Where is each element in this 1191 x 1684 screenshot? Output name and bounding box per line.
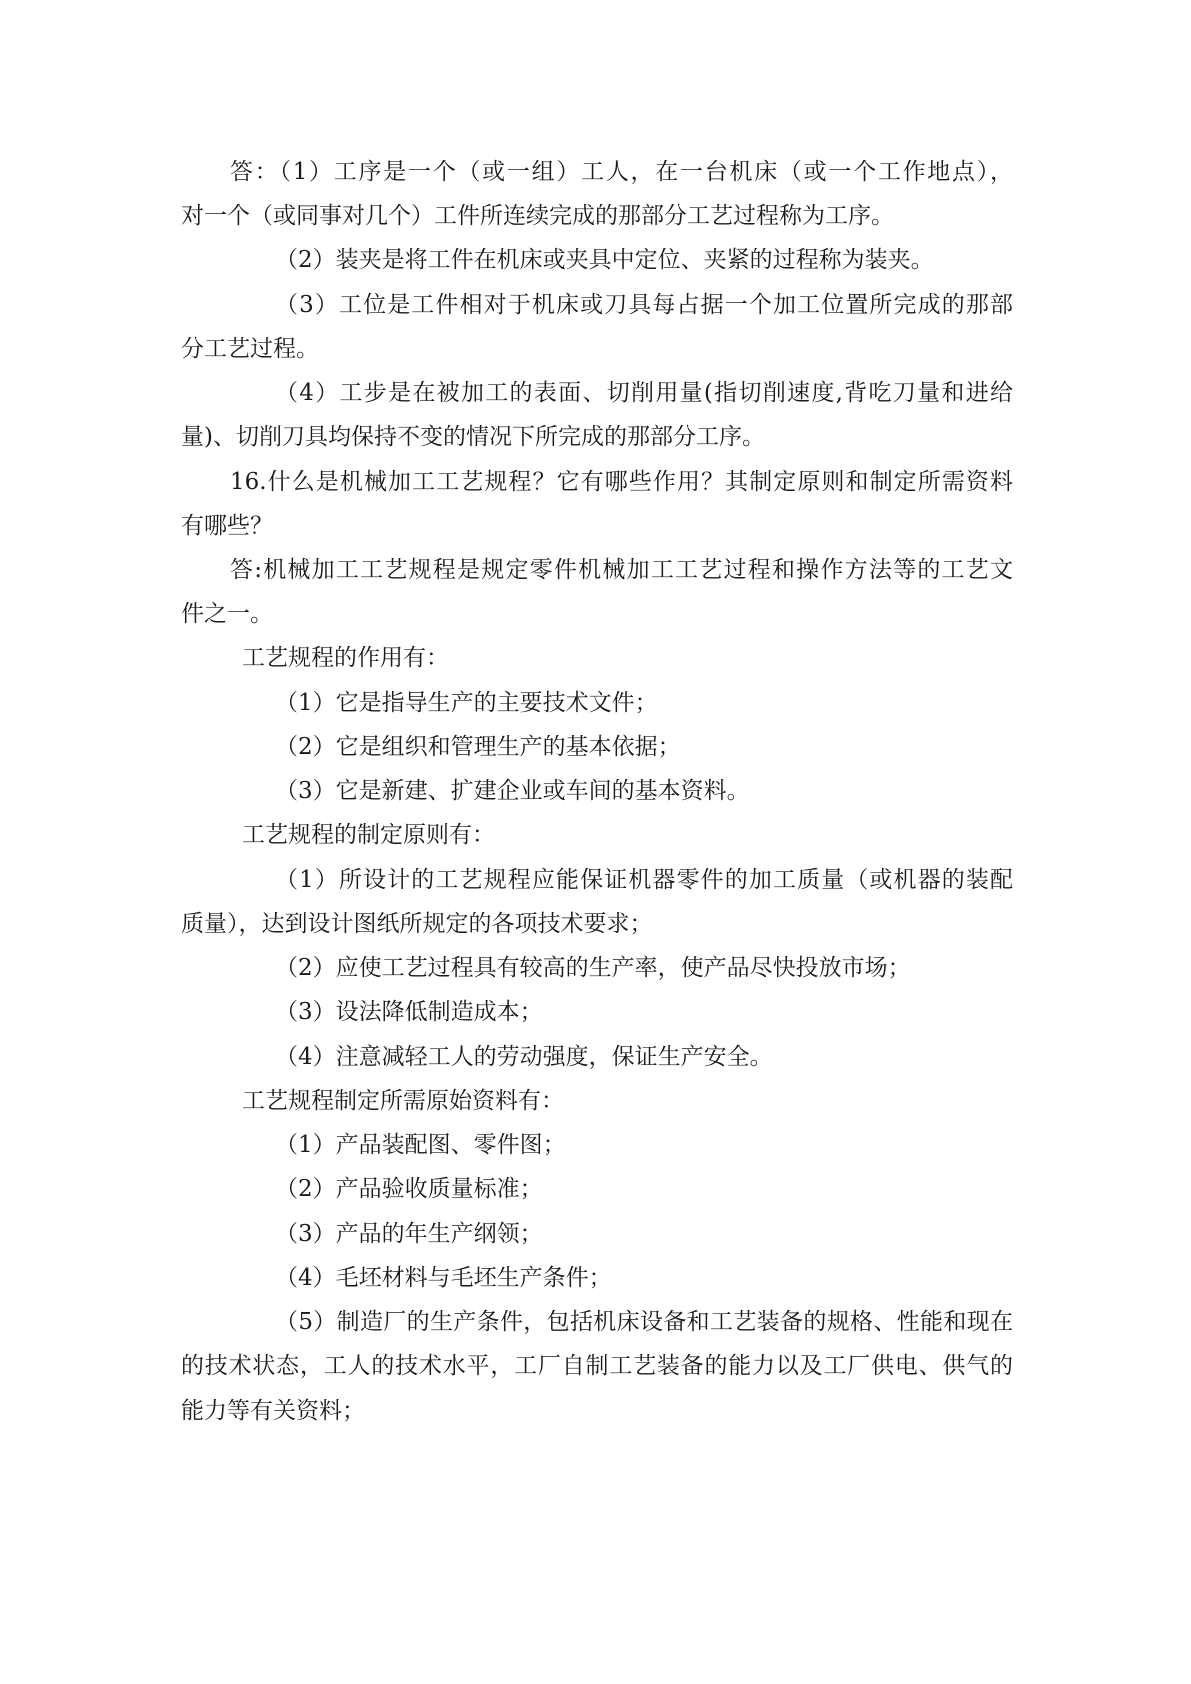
question-16-line-2: 有哪些？ xyxy=(181,513,273,539)
materials-item-5-line-3: 能力等有关资料； xyxy=(181,1398,365,1424)
materials-item-2: （2）产品验收质量标准； xyxy=(275,1176,543,1202)
answer-15-line-2: 对一个（或同事对几个）工件所连续完成的那部分工艺过程称为工序。 xyxy=(181,203,894,229)
answer-16-line-2: 件之一。 xyxy=(181,601,273,627)
principle-heading: 工艺规程的制定原则有： xyxy=(242,822,495,848)
role-item-3: （3）它是新建、扩建企业或车间的基本资料。 xyxy=(275,778,750,804)
answer-15-item-3-line-2: 分工艺过程。 xyxy=(181,336,319,362)
answer-15-line-1: 答：（1）工序是一个（或一组）工人，在一台机床（或一个工作地点）， xyxy=(230,159,1013,185)
materials-item-5-line-2: 的技术状态，工人的技术水平，工厂自制工艺装备的能力以及工厂供电、供气的 xyxy=(181,1353,1013,1379)
principle-item-2: （2）应使工艺过程具有较高的生产率，使产品尽快投放市场； xyxy=(275,955,911,981)
question-16-line-1: 16.什么是机械加工工艺规程？它有哪些作用？其制定原则和制定所需资料 xyxy=(230,469,1013,495)
answer-15-item-4-line-1: （4）工步是在被加工的表面、切削用量(指切削速度,背吃刀量和进给 xyxy=(275,380,1013,406)
materials-item-5-line-1: （5）制造厂的生产条件，包括机床设备和工艺装备的规格、性能和现在 xyxy=(275,1309,1013,1335)
materials-item-4: （4）毛坯材料与毛坯生产条件； xyxy=(275,1265,612,1291)
role-item-2: （2）它是组织和管理生产的基本依据； xyxy=(275,734,681,760)
answer-15-item-3-line-1: （3）工位是工件相对于机床或刀具每占据一个加工位置所完成的那部 xyxy=(275,292,1013,318)
principle-item-1-line-2: 质量），达到设计图纸所规定的各项技术要求； xyxy=(181,911,653,937)
materials-item-1: （1）产品装配图、零件图； xyxy=(275,1132,566,1158)
answer-16-line-1: 答:机械加工工艺规程是规定零件机械加工工艺过程和操作方法等的工艺文 xyxy=(230,557,1013,583)
principle-item-3: （3）设法降低制造成本； xyxy=(275,999,543,1025)
materials-item-3: （3）产品的年生产纲领； xyxy=(275,1221,543,1247)
answer-15-item-4-line-2: 量)、切削刀具均保持不变的情况下所完成的那部分工序。 xyxy=(181,424,765,450)
role-heading: 工艺规程的作用有： xyxy=(242,645,449,671)
principle-item-1-line-1: （1）所设计的工艺规程应能保证机器零件的加工质量（或机器的装配 xyxy=(275,867,1013,893)
principle-item-4: （4）注意减轻工人的劳动强度，保证生产安全。 xyxy=(275,1044,773,1070)
answer-15-item-2: （2）装夹是将工件在机床或夹具中定位、夹紧的过程称为装夹。 xyxy=(275,247,934,273)
materials-heading: 工艺规程制定所需原始资料有： xyxy=(242,1088,564,1114)
role-item-1: （1）它是指导生产的主要技术文件； xyxy=(275,690,658,716)
